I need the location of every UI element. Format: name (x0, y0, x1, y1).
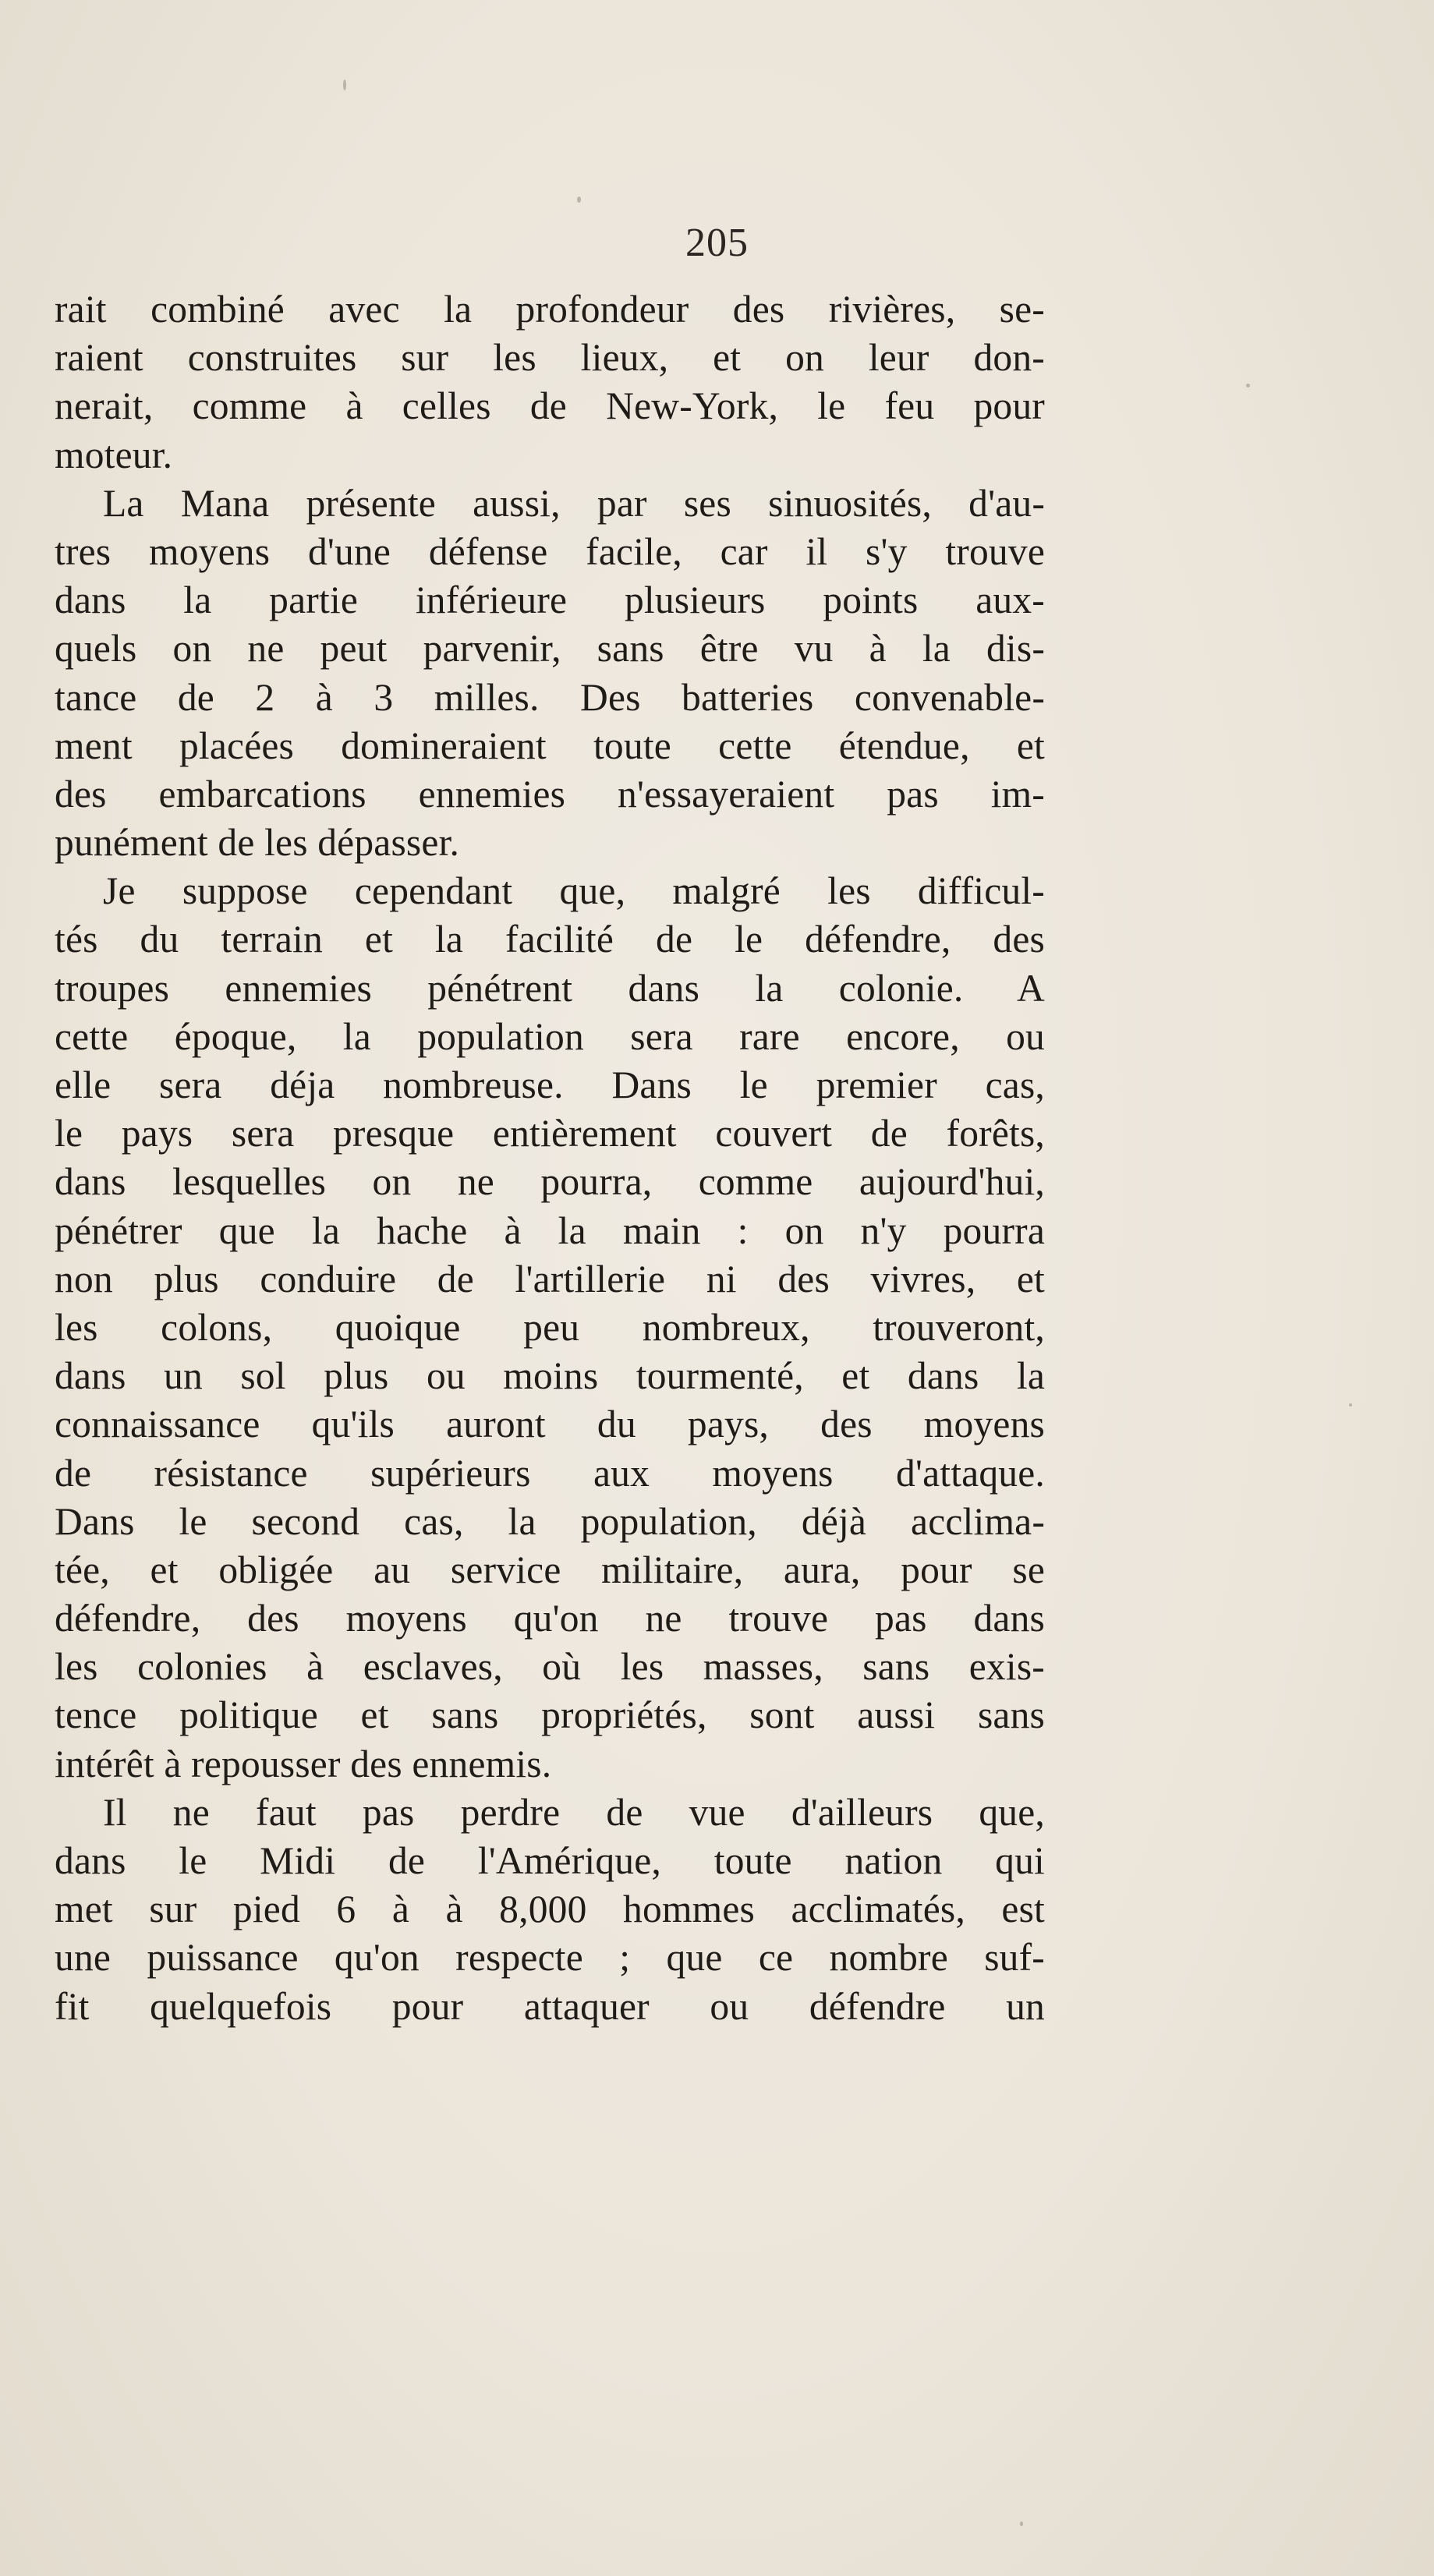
text-line: tance de 2 à 3 milles. Des batteries convenable- (55, 675, 1045, 719)
text-line: raient construites sur les lieux, et on leur don- (55, 336, 1045, 380)
text-line: défendre, des moyens qu'on ne trouve pas dans (55, 1597, 1045, 1640)
body-text (55, 285, 1045, 2031)
text-line: Il ne faut pas perdre de vue d'ailleurs que, (103, 1790, 1045, 1834)
text-line: tés du terrain et la facilité de le défendre, des (55, 918, 1045, 961)
text-line: une puissance qu'on respecte ; que ce nombre suf- (55, 1936, 1045, 1980)
text-line: troupes ennemies pénétrent dans la colonie. A (55, 966, 1045, 1010)
paper-speck (577, 196, 581, 203)
text-line: fit quelquefois pour attaquer ou défendre un (55, 1984, 1045, 2028)
text-line: de résistance supérieurs aux moyens d'attaque. (55, 1451, 1045, 1495)
text-line: connaissance qu'ils auront du pays, des moyens (55, 1403, 1045, 1446)
text-line: tres moyens d'une défense facile, car il s'y trouve (55, 529, 1045, 573)
text-line: punément de les dépasser. (55, 821, 460, 865)
text-line: dans lesquelles on ne pourra, comme aujourd'hui, (55, 1160, 1045, 1204)
text-line: dans un sol plus ou moins tourmenté, et dans la (55, 1354, 1045, 1398)
paper-speck (1349, 1403, 1352, 1407)
text-line: le pays sera presque entièrement couvert de forêts, (55, 1112, 1045, 1155)
text-line: Je suppose cependant que, malgré les difficul- (103, 869, 1045, 913)
text-line: La Mana présente aussi, par ses sinuosités, d'au- (103, 481, 1045, 525)
text-line: tence politique et sans propriétés, sont aussi sans (55, 1693, 1045, 1737)
text-line: Dans le second cas, la population, déjà acclima- (55, 1499, 1045, 1543)
text-line: ment placées domineraient toute cette étendue, et (55, 724, 1045, 767)
text-line: intérêt à repousser des ennemis. (55, 1742, 552, 1785)
paper-speck (1246, 384, 1250, 387)
text-line: dans la partie inférieure plusieurs points aux- (55, 579, 1045, 622)
text-line: non plus conduire de l'artillerie ni des vivres, et (55, 1257, 1045, 1300)
text-line: pénétrer que la hache à la main : on n'y pourra (55, 1208, 1045, 1252)
text-line: tée, et obligée au service militaire, aura, pour se (55, 1548, 1045, 1591)
text-line: cette époque, la population sera rare encore, ou (55, 1014, 1045, 1058)
text-line: les colonies à esclaves, où les masses, sans exis- (55, 1645, 1045, 1689)
text-line: rait combiné avec la profondeur des rivières, se- (55, 288, 1045, 331)
text-line: dans le Midi de l'Amérique, toute nation qui (55, 1839, 1045, 1882)
text-line: les colons, quoique peu nombreux, trouveront, (55, 1305, 1045, 1349)
text-line: met sur pied 6 à à 8,000 hommes acclimatés, est (55, 1888, 1045, 1931)
page-number: 205 (685, 221, 749, 265)
text-line: quels on ne peut parvenir, sans être vu à la dis- (55, 627, 1045, 671)
text-line: moteur. (55, 433, 173, 476)
text-line: des embarcations ennemies n'essayeraient pas im- (55, 772, 1045, 816)
paper-speck (343, 80, 346, 90)
text-line: nerait, comme à celles de New-York, le feu pour (55, 384, 1045, 428)
paper-speck (1020, 2521, 1023, 2526)
text-line: elle sera déja nombreuse. Dans le premier cas, (55, 1063, 1045, 1106)
